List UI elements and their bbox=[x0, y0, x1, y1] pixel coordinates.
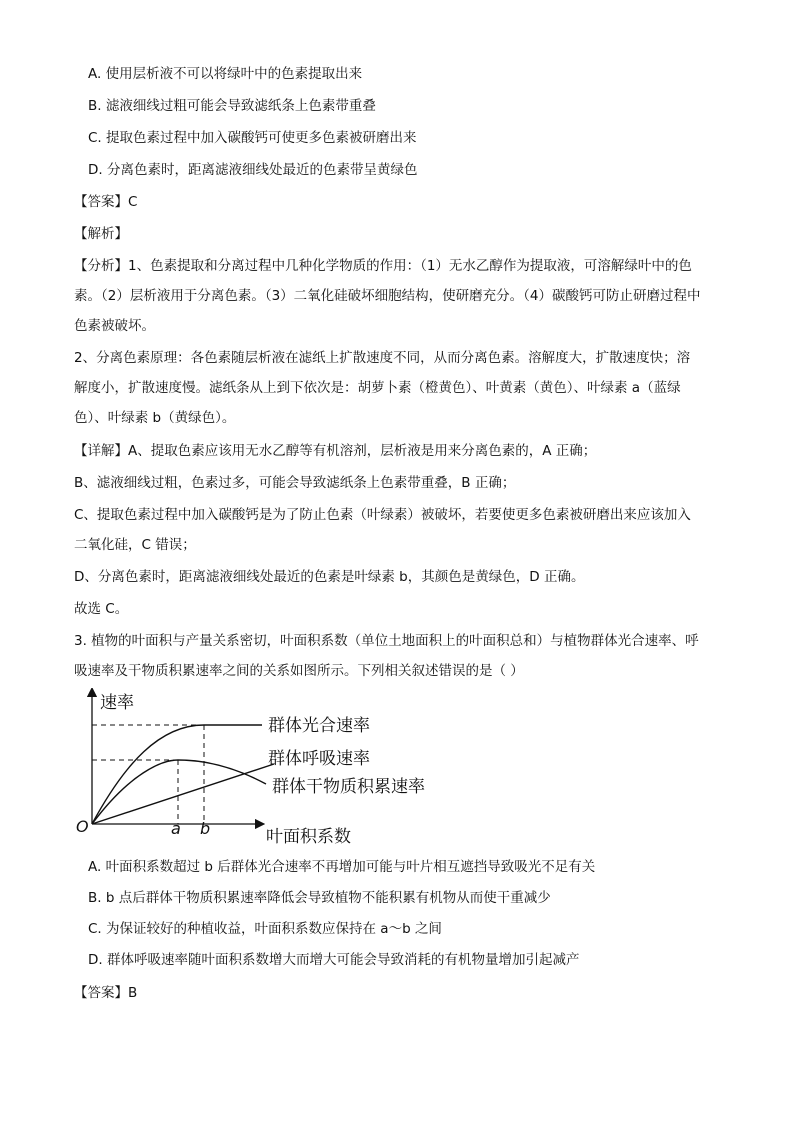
analysis-line: D、分离色素时，距离滤液细线处最近的色素是叶绿素 b，其颜色是黄绿色，D 正确。 bbox=[74, 569, 585, 585]
photosynthesis-curve bbox=[92, 725, 262, 824]
q3-option-c: C. 为保证较好的种植收益，叶面积系数应保持在 a～b 之间 bbox=[88, 921, 442, 937]
rate-curve-figure bbox=[70, 688, 470, 848]
respiration-curve bbox=[92, 764, 274, 824]
x-axis-label: 叶面积系数 bbox=[266, 827, 351, 847]
q3-stem-line: 吸速率及干物质积累速率之间的关系如图所示。下列相关叙述错误的是（ ） bbox=[74, 663, 524, 679]
q2-option-d: D. 分离色素时，距离滤液细线处最近的色素带呈黄绿色 bbox=[88, 162, 418, 178]
analysis-line: 色）、叶绿素 b（黄绿色）。 bbox=[74, 410, 236, 426]
q3-answer: 【答案】B bbox=[74, 985, 138, 1001]
analysis-line: 2、分离色素原理：各色素随层析液在滤纸上扩散速度不同，从而分离色素。溶解度大，扩散速度快；溶 bbox=[74, 350, 691, 366]
analysis-line: 二氧化硅，C 错误； bbox=[74, 537, 196, 553]
analysis-line: 色素被破坏。 bbox=[74, 318, 155, 334]
analysis-line: C、提取色素过程中加入碳酸钙是为了防止色素（叶绿素）被破坏，若要使更多色素被研磨出来应该加入 bbox=[74, 507, 691, 523]
q3-option-b: B. b 点后群体干物质积累速率降低会导致植物不能积累有机物从而使干重减少 bbox=[88, 890, 551, 906]
analysis-line: 【详解】A、提取色素应该用无水乙醇等有机溶剂，层析液是用来分离色素的，A 正确； bbox=[74, 443, 597, 459]
y-axis-label: 速率 bbox=[100, 693, 134, 713]
analysis-line: 【分析】1、色素提取和分离过程中几种化学物质的作用：（1）无水乙醇作为提取液，可溶解绿叶中的色 bbox=[74, 258, 692, 274]
analysis-line: 素。（2）层析液用于分离色素。（3）二氧化硅破坏细胞结构，使研磨充分。（4）碳酸钙可防止研磨过程中 bbox=[74, 288, 701, 304]
dry-matter-curve bbox=[92, 760, 266, 824]
analysis-line: 解度小，扩散速度慢。滤纸条从上到下依次是：胡萝卜素（橙黄色）、叶黄素（黄色）、叶绿素 a（蓝绿 bbox=[74, 380, 681, 396]
tick-a-label: a bbox=[171, 819, 181, 838]
q3-option-a: A. 叶面积系数超过 b 后群体光合速率不再增加可能与叶片相互遮挡导致吸光不足有关 bbox=[88, 859, 596, 875]
q2-answer: 【答案】C bbox=[74, 194, 138, 210]
q3-option-d: D. 群体呼吸速率随叶面积系数增大而增大可能会导致消耗的有机物量增加引起减产 bbox=[88, 952, 580, 968]
q2-analysis-head: 【解析】 bbox=[74, 226, 128, 242]
tick-b-label: b bbox=[200, 819, 211, 838]
respiration-curve-label: 群体呼吸速率 bbox=[268, 749, 370, 769]
analysis-line: 故选 C。 bbox=[74, 601, 129, 617]
q2-option-c: C. 提取色素过程中加入碳酸钙可使更多色素被研磨出来 bbox=[88, 130, 417, 146]
analysis-line: B、滤液细线过粗，色素过多，可能会导致滤纸条上色素带重叠，B 正确； bbox=[74, 475, 516, 491]
q2-option-b: B. 滤液细线过粗可能会导致滤纸条上色素带重叠 bbox=[88, 98, 376, 114]
q3-stem-line: 3. 植物的叶面积与产量关系密切，叶面积系数（单位土地面积上的叶面积总和）与植物群体光合速率、呼 bbox=[74, 633, 699, 649]
photosynthesis-curve-label: 群体光合速率 bbox=[268, 716, 370, 736]
origin-label: O bbox=[76, 817, 89, 836]
dry-matter-curve-label: 群体干物质积累速率 bbox=[272, 777, 425, 797]
q2-option-a: A. 使用层析液不可以将绿叶中的色素提取出来 bbox=[88, 66, 363, 82]
